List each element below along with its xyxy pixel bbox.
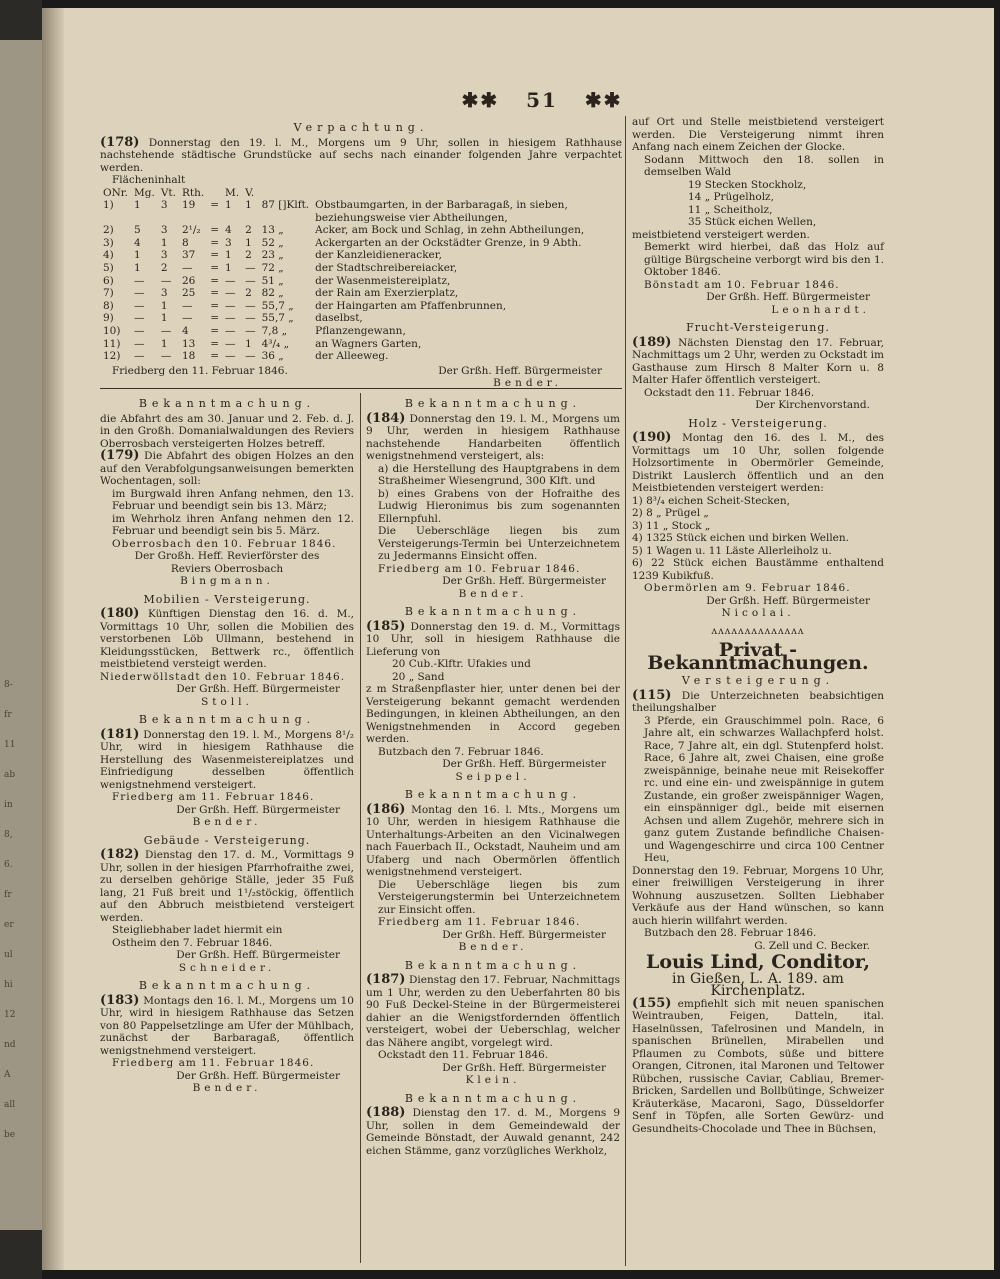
signer-name: Nicolai. (721, 607, 795, 619)
table-cell: 1 (225, 199, 232, 212)
notice-number: (189) (632, 334, 672, 350)
notice-item: 19 Stecken Stockholz, (688, 178, 807, 191)
notice-heading: Bekanntmachung. (404, 605, 582, 618)
table-cell: 4³/₄ „ (261, 337, 290, 350)
table-cell: = (210, 199, 219, 212)
table-cell: daselbst, (315, 312, 363, 325)
table-cell: — (245, 312, 256, 325)
notice-text: Künftigen Dienstag den 16. d. M., Vormittags 10 Uhr, sollen die Mobilien des verstorbenen Löb Ullmann, bestehend in Kleidungsstücken, Bettwerk rc., öffentlich meistbietend versteigt werden. (100, 608, 355, 670)
notice-text: Steigliebhaber ladet hiermit ein (112, 924, 283, 936)
margin-fragment: ab (4, 770, 16, 780)
notice-item: 14 „ Prügelholz, (688, 191, 774, 203)
margin-fragment: be (4, 1130, 16, 1140)
table-row (100, 224, 603, 237)
margin-fragment: A (4, 1070, 11, 1080)
table-cell: 1 (160, 299, 168, 312)
signer-title: Der Grßh. Heff. Bürgermeister (706, 291, 870, 303)
signer-name: Stoll. (201, 695, 253, 708)
notice-text: Dienstag den 17. d. M., Vormittags 9 Uhr, sollen in der hiesigen Pfarrhofraithe zwei, zu derselben gehörige Ställe, jeder 35 Fuß lang, 21 Fuß breit und 1¹/₂stöckig, öffentlich auf den Abbruch meistbietend versteigert werden. (100, 849, 355, 924)
place-date: Friedberg am 10. Februar 1846. (378, 562, 581, 575)
verpachtung-section (100, 116, 622, 390)
table-cell: 55,7 „ (261, 312, 294, 325)
notice-item: 35 Stück eichen Wellen, (688, 216, 817, 228)
table-row (100, 312, 603, 325)
table-header-cell: Mg. (134, 186, 155, 199)
signer-name: Der Kirchenvorstand. (755, 399, 870, 411)
table-cell: der Rain am Exerzierplatz, (315, 287, 459, 300)
section-rule (100, 388, 622, 389)
left-page-edge (0, 40, 42, 1230)
table-cell: 23 „ (261, 249, 284, 262)
table-row (100, 325, 603, 338)
table-cell: 4 (225, 224, 232, 237)
table-cell: 82 „ (261, 287, 284, 300)
table-cell: = (210, 287, 219, 300)
column-3 (632, 116, 884, 1135)
signer-name: G. Zell und C. Becker. (754, 939, 870, 952)
notice-heading: Versteigerung. (681, 674, 835, 687)
table-cell: 51 „ (261, 274, 284, 287)
notice-number: (182) (100, 847, 140, 862)
margin-fragment: fr (4, 890, 12, 900)
signer-title: Der Grßh. Heff. Bürgermeister (442, 575, 606, 587)
table-cell: = (210, 262, 219, 275)
table-cell: = (210, 249, 219, 262)
table-cell: 26 (181, 274, 196, 287)
table-cell: 52 „ (261, 236, 284, 249)
table-cell: — (225, 287, 236, 300)
margin-fragment: nd (4, 1040, 16, 1050)
table-header-cell (312, 187, 603, 200)
notice-number: (188) (366, 1105, 406, 1120)
notice-number: (190) (632, 430, 672, 445)
table-cell: an Wagners Garten, (315, 337, 422, 350)
signer-title: Der Grßh. Heff. Bürgermeister (442, 1061, 606, 1074)
table-cell: 1 (134, 262, 141, 275)
table-cell: — (225, 312, 236, 325)
table-cell: der Alleeweg. (315, 350, 389, 363)
table-cell: = (210, 337, 219, 350)
table-cell: 12) (103, 350, 121, 363)
table-cell: — (134, 337, 145, 350)
place-date: Butzbach den 28. Februar 1846. (644, 927, 817, 939)
notice-text: Sodann Mittwoch den 18. sollen in demselben Wald (644, 153, 884, 178)
table-cell: = (210, 325, 219, 338)
notice-number: (181) (100, 726, 140, 742)
table-header-cell: Vt. (160, 186, 176, 199)
table-cell: = (210, 299, 219, 312)
margin-fragment: 6. (4, 860, 13, 870)
table-cell: 5 (134, 224, 141, 237)
table-row (100, 275, 603, 288)
table-cell: = (210, 236, 219, 249)
notice-item: 1) 8³/₄ eichen Scheit-Stecken, (632, 494, 790, 507)
table-cell: 7) (103, 287, 114, 300)
table-cell: 1) (103, 199, 114, 212)
place-date: Ockstadt den 11. Februar 1846. (644, 386, 815, 399)
place-date: Friedberg am 11. Februar 1846. (112, 791, 315, 803)
notice-text: Donnerstag den 19. d. M., Vormittags 10 Uhr, soll in hiesigem Rathhause die Lieferung von (366, 620, 620, 658)
table-cell: = (210, 224, 219, 237)
notice-text: Dienstag den 17. d. M., Morgens 9 Uhr, sollen in dem Gemeindewald der Gemeinde Bönstadt, der Auwald genannt, 242 eichen Stämme, ganz vorzügliches Werkholz, (366, 1107, 621, 1157)
verpachtung-intro: Donnerstag den 19. l. M., Morgens um 9 Uhr, sollen in hiesigem Rathhause nachstehende städtische Grundstücke auf sechs nach einander folgenden Jahre verpachtet werden. (100, 136, 623, 174)
signer-title: Der Grßh. Heff. Bürgermeister (176, 1069, 340, 1082)
notice-number: (155) (632, 995, 672, 1011)
table-row (100, 300, 603, 313)
signer-title: Der Grßh. Heff. Bürgermeister (438, 364, 602, 377)
notice-heading: Mobilien - Versteigerung. (143, 592, 311, 606)
notice-number: (180) (100, 606, 140, 621)
page-number: 51 (526, 88, 558, 112)
notice-heading: Bekanntmachung. (404, 958, 582, 972)
notice-text: Die Abfahrt des obigen Holzes an den auf den Verabfolgungsanweisungen bemerkten Wochentagen, soll: (100, 450, 354, 487)
table-cell: = (210, 274, 219, 287)
notice-item: im Wehrholz ihren Anfang nehmen den 12. Februar und beendigt sein bis 5. März. (112, 512, 354, 537)
table-cell: — (134, 274, 145, 287)
notice-text: auf Ort und Stelle meistbietend versteigert werden. Die Versteigerung nimmt ihren Anfang nach einem Zeichen der Glocke. (632, 116, 884, 153)
notice-number: (184) (366, 410, 406, 426)
table-cell: 3 (160, 224, 168, 237)
table-cell: 4) (103, 249, 114, 262)
table-cell: 3 (225, 236, 232, 249)
notice-item: 5) 1 Wagen u. 11 Läste Allerleiholz u. (632, 544, 832, 557)
notice-number: (115) (632, 687, 672, 703)
place-date: Bönstadt am 10. Februar 1846. (644, 278, 840, 291)
decorative-divider: ʌʌʌʌʌʌʌʌʌʌʌʌʌʌ (711, 625, 805, 637)
signer-name: Bender. (493, 377, 562, 390)
table-cell: Obstbaumgarten, in der Barbaragaß, in sieben, beziehungsweise vier Abtheilungen, (315, 199, 568, 224)
margin-fragment: 8, (4, 830, 13, 840)
place-date: Butzbach den 7. Februar 1846. (378, 745, 544, 758)
margin-fragment: fr (4, 710, 12, 720)
signer-name: Leonhardt. (771, 303, 870, 316)
table-row (100, 287, 603, 300)
notice-number: (187) (366, 972, 406, 987)
table-cell: 1 (225, 249, 232, 262)
signer-title: Der Grßh. Heff. Bürgermeister (176, 949, 340, 961)
signer-title: Der Grßh. Heff. Bürgermeister (442, 928, 606, 941)
table-cell: 25 (181, 287, 196, 300)
table-cell: 2 (245, 224, 252, 237)
table-cell: der Haingarten am Pfaffenbrunnen, (315, 299, 507, 312)
notice-text: meistbietend versteigert werden. (632, 228, 810, 241)
signer-title: Der Grßh. Heff. Bürgermeister (442, 758, 606, 770)
table-cell: 1 (134, 199, 141, 212)
table-cell: 5) (103, 262, 114, 275)
table-cell: 3) (103, 236, 114, 249)
table-cell: 2¹/₂ (181, 224, 201, 237)
verpachtung-heading: Verpachtung. (293, 121, 429, 134)
notice-number: (186) (366, 801, 406, 817)
signer-name: Bender. (192, 816, 262, 828)
table-header-cell: V. (245, 186, 255, 199)
notice-text: Nächsten Dienstag den 17. Februar, Nachmittags um 2 Uhr, werden zu Ockstadt im Gasthause zum Hirsch 8 Malter Korn u. 8 Malter Hafer öffentlich versteigert. (632, 336, 885, 386)
notice-heading: Bekanntmachung. (138, 979, 316, 992)
table-cell: 2 (245, 249, 252, 262)
table-row (100, 249, 603, 262)
table-cell: — (134, 299, 145, 312)
place-date: Friedberg am 11. Februar 1846. (378, 916, 581, 928)
table-cell: — (245, 350, 256, 363)
table-cell: — (134, 312, 145, 325)
table-cell: der Kanzleidieneracker, (315, 249, 442, 262)
margin-fragment: ul (4, 950, 13, 960)
table-cell: 18 (181, 350, 196, 363)
table-cell: = (210, 350, 219, 363)
table-row (100, 262, 603, 275)
notice-item: b) eines Grabens von der Hofraithe des Ludwig Hieronimus bis zum sogenannten Ellernpfuhl. (378, 487, 620, 525)
notice-text: Die Ueberschläge liegen bis zum Versteigerungs-Termin bei Unterzeichnetem zu Jedermanns Einsicht offen. (378, 525, 620, 562)
table-cell: 1 (225, 262, 232, 275)
signer-name: Bender. (192, 1082, 262, 1094)
notice-item: 4) 1325 Stück eichen und birken Wellen. (632, 532, 849, 544)
table-cell: 37 (181, 249, 196, 262)
signer-name: Bender. (458, 587, 528, 600)
table-cell: 4 (134, 236, 141, 249)
table-cell: 3 (160, 249, 168, 262)
notice-text: die Abfahrt des am 30. Januar und 2. Feb. d. J. in den Großh. Domanialwaldungen des Reviers Oberrosbach versteigerten Holzes betreff. (100, 412, 354, 450)
notice-item: 11 „ Scheitholz, (688, 203, 773, 216)
column-1 (100, 392, 354, 1095)
table-cell: — (160, 325, 172, 338)
table-cell: — (245, 325, 256, 338)
table-cell: 8) (103, 299, 114, 312)
table-cell: — (160, 350, 172, 363)
table-cell: — (225, 325, 236, 338)
table-cell: 11) (103, 337, 121, 350)
notice-heading: Gebäude - Versteigerung. (143, 833, 311, 847)
table-cell: — (181, 299, 193, 312)
table-cell: 4 (181, 325, 189, 338)
place-date: Obermörlen am 9. Februar 1846. (644, 582, 851, 594)
notice-item: 6) 22 Stück eichen Baustämme enthaltend 1239 Kubikfuß. (632, 557, 884, 582)
table-cell: Ackergarten an der Ockstädter Grenze, in 9 Abth. (315, 236, 582, 249)
notice-text: Montag den 16. des l. M., des Vormittags um 10 Uhr, sollen folgende Holzsortimente in Obermörler Gemeinde, Distrikt Lauslerch öffentlich und an den Meistbietenden versteigert werden: (632, 432, 884, 494)
table-row (100, 338, 603, 351)
page-number-decor-right: ✱✱ (584, 88, 623, 112)
notice-text: Donnerstag den 19. Februar, Morgens 10 Uhr, einer freiwilligen Versteigerung in ihrer Wohnung auszusetzen. Sollten Liebhaber Verkäufe aus der Hand wünschen, so kann auch hierin willfahrt werden. (632, 864, 884, 927)
margin-fragment: 8- (4, 680, 13, 690)
place-date: Niederwöllstadt den 10. Februar 1846. (100, 670, 346, 683)
table-cell: — (245, 299, 256, 312)
table-cell: 36 „ (261, 350, 284, 363)
table-cell: 2) (103, 224, 114, 237)
notice-heading: Bekanntmachung. (404, 788, 582, 801)
table-cell: Pflanzengewann, (315, 325, 406, 338)
table-header-cell: Rth. (181, 186, 205, 199)
signer-name: Bender. (458, 941, 528, 953)
land-lease-table (100, 187, 603, 363)
notice-text: Die Unterzeichneten beabsichtigen theilungshalber (632, 689, 884, 714)
notice-number: (183) (100, 992, 140, 1008)
notice-text: Donnerstag den 19. l. M., Morgens 8¹/₂ Uhr, wird in hiesigem Rathhause die Herstellung des Wasenmeistereiplatzes und Einfriedigung desselben öffentlich wenigstnehmend versteigert. (100, 728, 354, 791)
notice-number: (178) (100, 134, 140, 150)
column-rule-right (625, 116, 626, 1266)
notice-heading: Holz - Versteigerung. (688, 416, 828, 430)
table-cell: 1 (134, 249, 141, 262)
page-fold-shadow (42, 8, 64, 1270)
notice-heading: Frucht-Versteigerung. (686, 321, 830, 334)
margin-fragment: 11 (4, 740, 16, 750)
margin-fragment: in (4, 800, 13, 810)
signer-name: Schneider. (178, 961, 276, 974)
signer-title: Der Grßh. Heff. Bürgermeister (706, 594, 870, 607)
signer-name: Seippel. (455, 770, 531, 783)
signer-title: Der Grßh. Heff. Bürgermeister (176, 683, 340, 695)
table-cell: 1 (245, 337, 252, 350)
notice-text: Donnerstag den 19. l. M., Morgens um 9 Uhr, werden in hiesigem Rathhause nachstehende Handarbeiten öffentlich wenigstnehmend versteigert, als: (366, 412, 621, 462)
table-row (100, 237, 603, 250)
table-cell: — (181, 312, 193, 325)
table-cell: — (134, 287, 145, 300)
notice-item: a) die Herstellung des Hauptgrabens in dem Straßheimer Wiesengrund, 300 Klft. und (378, 462, 620, 487)
table-cell: der Wasenmeistereiplatz, (315, 274, 451, 287)
table-cell: — (181, 262, 193, 275)
table-cell: 3 (160, 199, 168, 212)
table-cell: 1 (245, 236, 252, 249)
margin-fragment: 12 (4, 1010, 16, 1020)
table-header-cell (207, 187, 222, 200)
notice-heading: Bekanntmachung. (404, 1091, 582, 1105)
table-cell: 13 „ (261, 224, 284, 237)
table-cell: 1 (160, 236, 168, 249)
table-row (100, 199, 603, 224)
table-header-cell: M. (225, 186, 240, 199)
table-cell: 72 „ (261, 262, 284, 275)
table-cell: — (225, 299, 236, 312)
notice-heading: Bekanntmachung. (138, 713, 316, 726)
column-2 (366, 392, 620, 1157)
table-cell: = (210, 312, 219, 325)
advertiser-address: in Gießen, L. A. 189. am Kirchenplatz. (672, 970, 844, 999)
advertisement-text: empfiehlt sich mit neuen spanischen Weintrauben, Feigen, Datteln, ital. Haselnüssen, Tafelrosinen und Mandeln, in spanischen Brünellen, Mirabellen und Pflaumen zu Combots, süße und bittere Orangen, Citronen, ital Maronen und Teltower Rübchen, russische Caviar, Cabliau, Bremer-Bricken, Sardellen und Bollbütinge, Schweizer Kräuterkäse, Macaroni, Sago, Düsseldorfer Senf in Töpfen, alle Sorten Gewürz- und Gesundheits-Chocolade und Thee in Büchsen, (632, 997, 885, 1135)
place-date: Ockstadt den 11. Februar 1846. (378, 1049, 549, 1061)
table-cell: 2 (160, 262, 168, 275)
table-row (100, 350, 603, 363)
notice-text: Bemerkt wird hierbei, daß das Holz auf gültige Bürgscheine verborgt wird bis den 1. Oktober 1846. (644, 241, 884, 278)
place-date: Oberrosbach den 10. Februar 1846. (112, 537, 337, 550)
table-cell: 10) (103, 325, 121, 338)
table-cell: — (134, 325, 145, 338)
page-number-header (437, 88, 647, 112)
advertiser-name: Louis Lind, Conditor, (645, 951, 871, 973)
table-cell: 9) (103, 312, 114, 325)
signer-title: Der Großh. Heff. Revierförster des (134, 550, 320, 562)
signer-title: Der Grßh. Heff. Bürgermeister (176, 803, 340, 816)
table-cell: 55,7 „ (261, 299, 294, 312)
table-cell: 1 (245, 199, 252, 212)
notice-number: (179) (100, 448, 140, 463)
notice-text: 3 Pferde, ein Grauschimmel poln. Race, 6 Jahre alt, ein schwarzes Wallachpferd holst. Race, 7 Jahre alt, ein dgl. Stutenpferd holst. Race, 6 Jahre alt, zwei Chaisen, eine große zweispännige, beinahe neue mit Reisekoffer rc. und eine ein- und zweispännige in gutem Zustande, ein großer zweispänniger Wagen, ein einspänniger dgl., beide mit eisernen Achsen und allem Zugehör, mehrere sich in ganz gutem Zustande befindliche Chaisen- und Wagengeschirre und circa 100 Centner Heu, (644, 714, 884, 864)
table-header-cell (259, 187, 313, 200)
signer-name: Bingmann. (180, 575, 274, 587)
notice-item: im Burgwald ihren Anfang nehmen, den 13. Februar und beendigt sein bis 13. März; (112, 487, 354, 512)
table-cell: 1 (160, 312, 168, 325)
signer-name: Klein. (465, 1074, 521, 1086)
table-header-cell: ONr. (103, 186, 128, 199)
table-cell: 87 []Klft. (261, 199, 310, 212)
table-cell: 6) (103, 274, 114, 287)
verpachtung-subheading: Flächeninhalt (112, 174, 186, 186)
notice-text: z m Straßenpflaster hier, unter denen bei der Versteigerung bekannt gemacht werdenden Bedingungen, in kleinen Abtheilungen, an den Wenigstnehmenden in Accord gegeben werden. (366, 683, 620, 745)
page-number-decor-left: ✱✱ (461, 88, 500, 112)
notice-item: 20 „ Sand (392, 670, 445, 683)
table-cell: — (225, 350, 236, 363)
margin-fragment: hi (4, 980, 13, 990)
private-notices-heading: Privat - Bekanntmachungen. (647, 639, 869, 674)
notice-item: 2) 8 „ Prügel „ (632, 507, 709, 519)
signer-title: Reviers Oberrosbach (170, 562, 284, 575)
notice-heading: Bekanntmachung. (138, 397, 316, 410)
newspaper-page (42, 8, 994, 1270)
table-cell: 7,8 „ (261, 325, 288, 338)
table-cell: — (225, 274, 236, 287)
table-cell: — (134, 350, 145, 363)
table-cell: 13 (181, 337, 196, 350)
table-cell: der Stadtschreibereiacker, (315, 262, 458, 275)
table-cell: 2 (245, 287, 252, 300)
notice-heading: Bekanntmachung. (404, 397, 582, 410)
table-cell: 1 (160, 337, 168, 350)
table-cell: — (245, 274, 256, 287)
table-cell: 19 (181, 199, 196, 212)
place-date: Ostheim den 7. Februar 1846. (112, 936, 273, 949)
notice-item: 20 Cub.-Klftr. Ufakies und (392, 658, 531, 670)
notice-text: Montags den 16. l. M., Morgens um 10 Uhr, wird in hiesigem Rathhause das Setzen von 80 Pappelsetzlinge am Ufer der Mühlbach, zunächst der Barbaragaß, öffentlich wenigstnehmend versteigert. (100, 994, 354, 1057)
notice-text: Die Ueberschläge liegen bis zum Versteigerungstermin bei Unterzeichnetem zur Einsicht offen. (378, 878, 620, 916)
table-cell: 3 (160, 287, 168, 300)
margin-fragment: all (4, 1100, 16, 1110)
place-date: Friedberg am 11. Februar 1846. (112, 1057, 315, 1069)
table-cell: — (245, 262, 256, 275)
place-date: Friedberg den 11. Februar 1846. (112, 364, 288, 377)
notice-number: (185) (366, 618, 406, 634)
table-cell: — (225, 337, 236, 350)
table-cell: 8 (181, 236, 189, 249)
notice-item: 3) 11 „ Stock „ (632, 519, 711, 532)
notice-text: Montag den 16. l. Mts., Morgens um 10 Uhr, werden in hiesigem Rathhause die Unterhaltungs-Arbeiten an den Vicinalwegen nach Fauerbach II., Ockstadt, Nauheim und am Ufaberg und nach Obermörlen öffentlich wenigstnehmend versteigert. (366, 803, 620, 878)
notice-text: Dienstag den 17. Februar, Nachmittags um 1 Uhr, werden zu den Ueberfahrten 80 bis 90 Fuß Deckel-Steine in der Bürgermeisterei dahier an die Wenigstfordernden öffentlich versteigert, wobei der Ueberschlag, welcher das Nähere angibt, vorgelegt wird. (366, 974, 620, 1049)
column-rule-left (360, 393, 361, 1263)
table-cell: Acker, am Bock und Schlag, in zehn Abtheilungen, (315, 224, 585, 237)
table-cell: — (160, 274, 172, 287)
margin-fragment: er (4, 920, 14, 930)
